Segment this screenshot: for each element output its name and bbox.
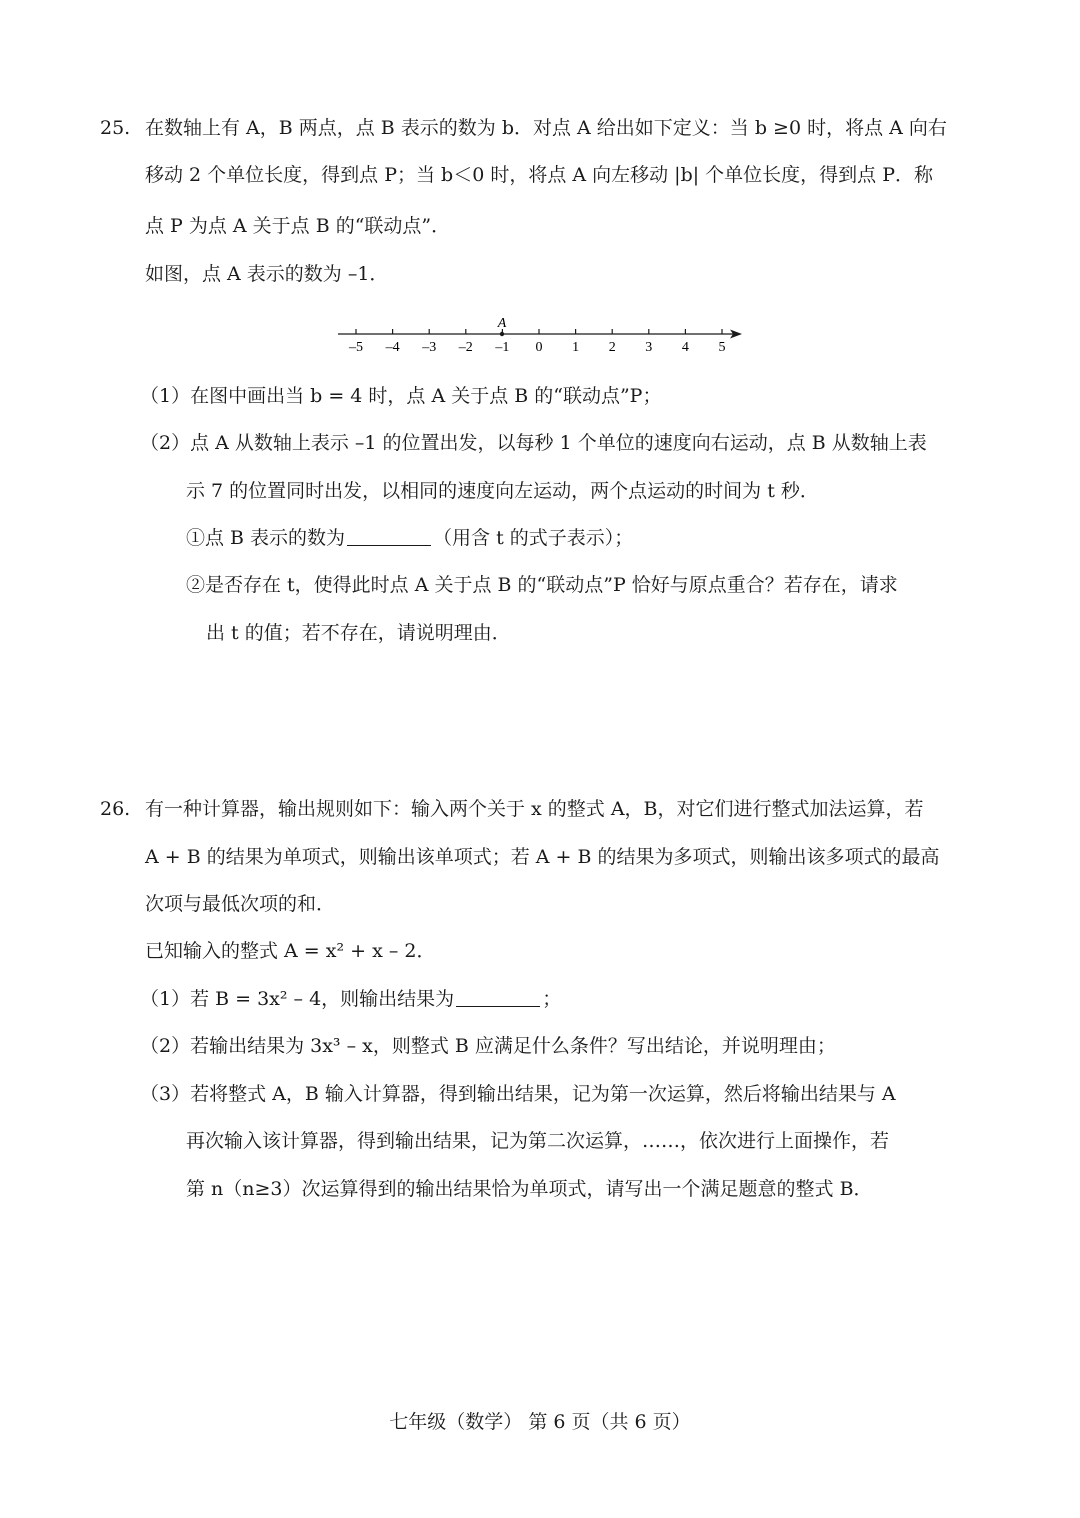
answer-blank [456, 988, 540, 1007]
tick-label: 5 [718, 340, 726, 355]
q26-sub1 [140, 987, 561, 1011]
q26-sub1-suffix: ； [542, 988, 562, 1010]
q25-text-line-3: 点 P 为点 A 关于点 B 的“联动点”． [145, 215, 451, 237]
tick-label: 2 [608, 340, 616, 355]
q25-sub2-1-suffix: （用含 t 的式子表示）； [433, 527, 634, 549]
q26-sub3-line-3: 第 n（n≥3）次运算得到的输出结果恰为单项式，请写出一个满足题意的整式 B． [186, 1178, 873, 1200]
q26-number: 26. [100, 798, 131, 820]
q26-sub3-line-2: 再次输入该计算器，得到输出结果，记为第二次运算，……，依次进行上面操作，若 [186, 1130, 890, 1152]
tick-label: 4 [681, 340, 689, 355]
tick-label: 3 [645, 340, 653, 355]
q25-sub2-2-line-1: ②是否存在 t，使得此时点 A 关于点 B 的“联动点”P 恰好与原点重合？若存在，请求 [186, 574, 898, 596]
tick-label: –1 [495, 340, 510, 355]
tick-label: –2 [458, 340, 473, 355]
tick-label: –4 [385, 340, 400, 355]
page-footer: 七年级（数学） 第 6 页（共 6 页） [389, 1411, 691, 1433]
q25-text-line-2: 移动 2 个单位长度，得到点 P；当 b＜0 时，将点 A 向左移动 |b| 个单位长度，得到点 P．称 [145, 164, 933, 186]
tick-label: 0 [535, 340, 543, 355]
q25-sub2-line-1: （2）点 A 从数轴上表示 –1 的位置出发，以每秒 1 个单位的速度向右运动，点 B 从数轴上表 [140, 432, 927, 454]
answer-blank [347, 527, 431, 546]
q26-text-line-4: 已知输入的整式 A = x² + x – 2． [145, 940, 436, 962]
q26-text-line-1: 有一种计算器，输出规则如下：输入两个关于 x 的整式 A，B，对它们进行整式加法运算，若 [145, 798, 924, 820]
point-a-label: A [497, 316, 507, 331]
q25-sub2-1 [186, 526, 633, 550]
tick-label: –3 [422, 340, 437, 355]
q26-text-line-3: 次项与最低次项的和． [145, 893, 336, 915]
q25-sub2-2-line-2: 出 t 的值；若不存在，请说明理由． [206, 622, 511, 644]
q26-sub1-prefix: （1）若 B = 3x² – 4，则输出结果为 [140, 988, 455, 1010]
q25-sub2-1-prefix: ①点 B 表示的数为 [186, 527, 346, 549]
q26-text-line-2: A + B 的结果为单项式，则输出该单项式；若 A + B 的结果为多项式，则输出该多项式的最高 [145, 846, 940, 868]
q26-sub3-line-1: （3）若将整式 A，B 输入计算器，得到输出结果，记为第一次运算，然后将输出结果与 A [140, 1083, 896, 1105]
number-line-figure [334, 314, 754, 364]
q26-sub2: （2）若输出结果为 3x³ – x，则整式 B 应满足什么条件？写出结论，并说明理由； [140, 1035, 836, 1057]
q25-sub1: （1）在图中画出当 b = 4 时，点 A 关于点 B 的“联动点”P； [140, 385, 662, 407]
q25-text-line-4: 如图，点 A 表示的数为 –1． [145, 263, 389, 285]
q25-sub2-line-2: 示 7 的位置同时出发，以相同的速度向左运动，两个点运动的时间为 t 秒． [186, 480, 819, 502]
tick-label: 1 [572, 340, 580, 355]
q25-number: 25. [100, 117, 131, 139]
point-a-dot [500, 332, 504, 336]
q25-text-line-1: 在数轴上有 A，B 两点，点 B 表示的数为 b．对点 A 给出如下定义：当 b ≥0 时，将点 A 向右 [145, 117, 947, 139]
tick-label: –5 [349, 340, 363, 355]
